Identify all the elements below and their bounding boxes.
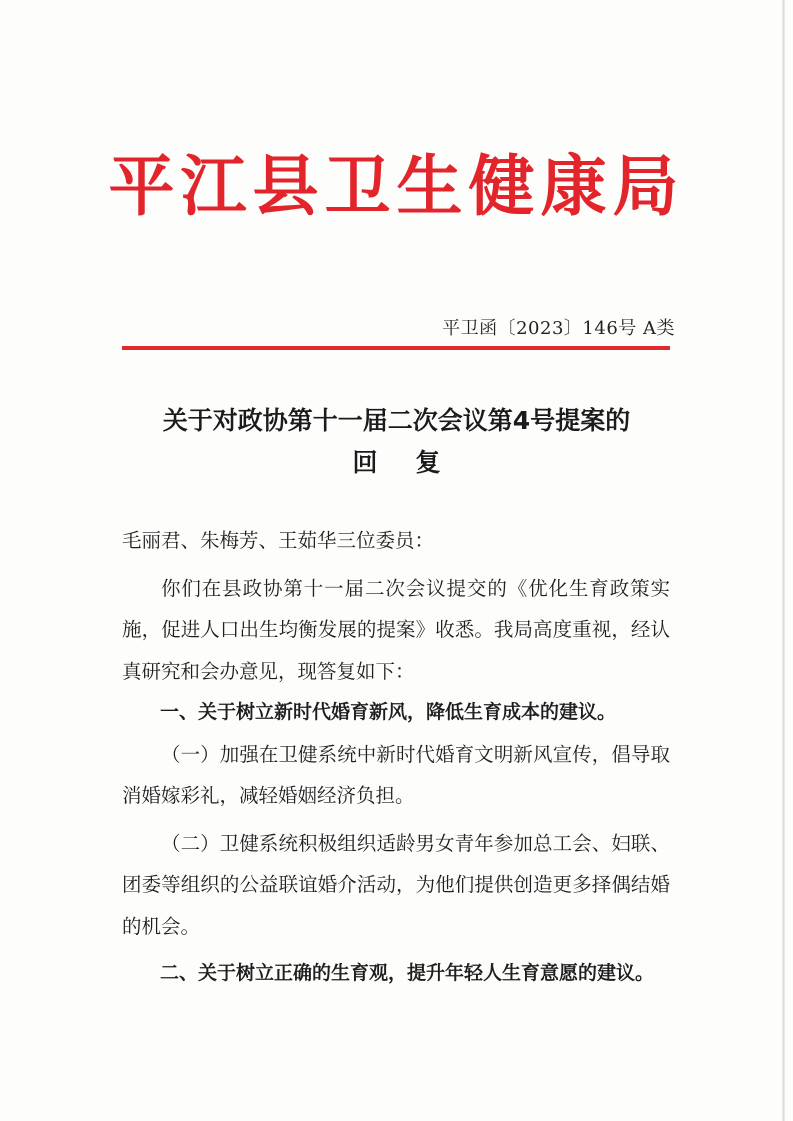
document-number: 平卫函〔2023〕146号 A类 xyxy=(442,318,675,339)
title-line-1: 关于对政协第十一届二次会议第4号提案的 xyxy=(162,406,631,435)
section-1-item-2: （二）卫健系统积极组织适龄男女青年参加总工会、妇联、团委等组织的公益联谊婚介活动，为他们提供创造更多择偶结婚的机会。 xyxy=(122,831,670,938)
issuing-organization: 平江县卫生健康局 xyxy=(108,147,685,225)
section-1-item-1: （一）加强在卫健系统中新时代婚育文明新风宣传，倡导取消婚嫁彩礼，减轻婚姻经济负担。 xyxy=(122,742,670,807)
section-1-heading: 一、关于树立新时代婚育新风，降低生育成本的建议。 xyxy=(160,701,617,723)
section-2-heading: 二、关于树立正确的生育观，提升年轻人生育意愿的建议。 xyxy=(160,962,655,984)
red-divider-line xyxy=(122,346,670,350)
document-title xyxy=(0,400,793,484)
intro-paragraph: 你们在县政协第十一届二次会议提交的《优化生育政策实施，促进人口出生均衡发展的提案》收悉。我局高度重视，经认真研究和会办意见，现答复如下： xyxy=(122,576,670,683)
document-body xyxy=(122,520,670,995)
salutation: 毛丽君、朱梅芳、王茹华三位委员： xyxy=(122,529,435,552)
title-line-2: 回复 xyxy=(352,448,479,477)
